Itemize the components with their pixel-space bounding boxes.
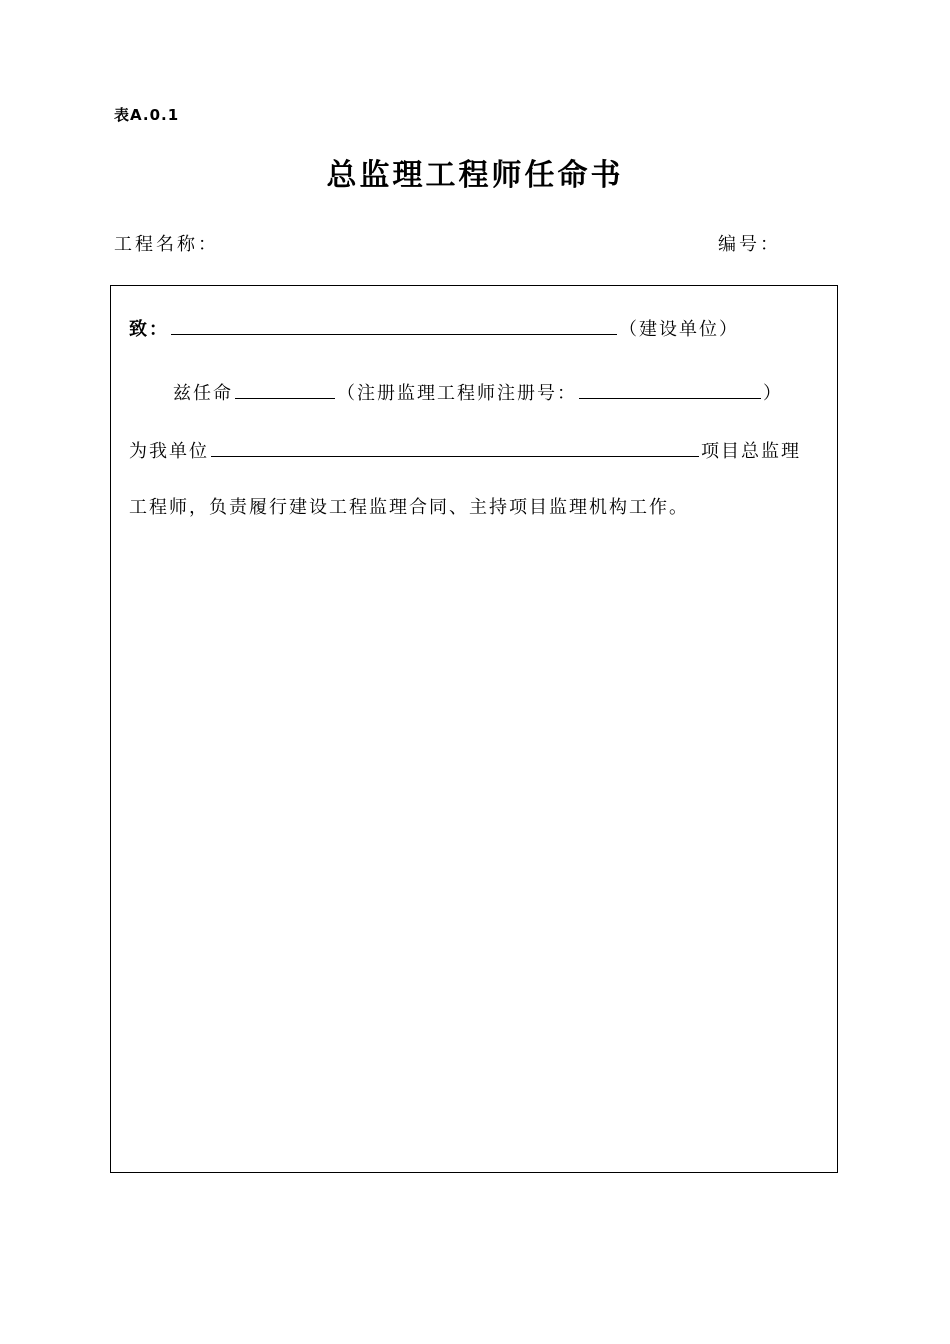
to-label: 致： <box>129 319 169 340</box>
unit-suffix: 项目总监理 <box>701 441 801 462</box>
appointment-line <box>173 378 783 405</box>
client-unit-blank[interactable] <box>171 314 617 335</box>
appoint-reg-label: （注册监理工程师注册号： <box>337 383 577 404</box>
unit-prefix: 为我单位 <box>129 441 209 462</box>
addressee-line <box>129 314 739 341</box>
appointee-name-blank[interactable] <box>235 378 335 399</box>
registration-number-blank[interactable] <box>579 378 761 399</box>
form-code: 表A.0.1 <box>114 106 180 124</box>
to-suffix: （建设单位） <box>619 319 739 340</box>
project-name-label: 工程名称： <box>114 234 219 255</box>
project-blank[interactable] <box>211 436 699 457</box>
form-box <box>110 285 838 1173</box>
appoint-close: ） <box>763 383 783 404</box>
appoint-prefix: 兹任命 <box>173 383 233 404</box>
duty-line: 工程师，负责履行建设工程监理合同、主持项目监理机构工作。 <box>129 497 689 518</box>
page-title: 总监理工程师任命书 <box>326 158 624 193</box>
number-label: 编号： <box>718 234 781 255</box>
unit-line <box>129 436 801 463</box>
